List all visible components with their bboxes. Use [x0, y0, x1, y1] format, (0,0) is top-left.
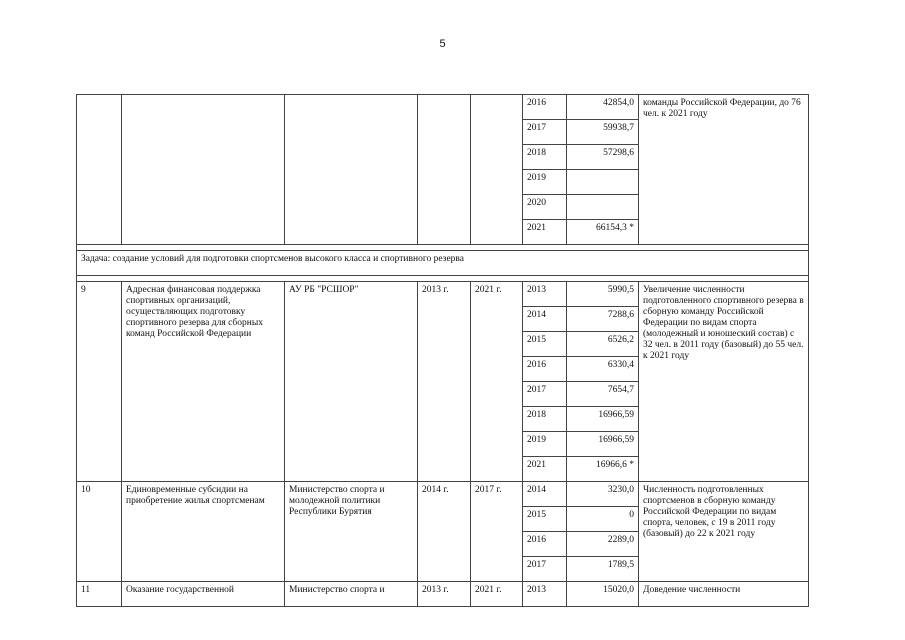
cell-amount: 7288,6: [567, 307, 639, 332]
cell-amount: 15020,0: [567, 582, 639, 607]
table-row: [77, 282, 809, 307]
table-row: [77, 95, 809, 120]
cell-amount: 6526,2: [567, 332, 639, 357]
cell-amount: 2289,0: [567, 532, 639, 557]
cell-year: 2016: [523, 95, 567, 120]
cell-amount: 3230,0: [567, 482, 639, 507]
cell-indicator: команды Российской Федерации, до 76 чел. к 2021 году: [639, 95, 809, 245]
cell-indicator: Доведение численности: [639, 582, 809, 607]
cell-name: Адресная финансовая поддержка спортивных организаций, осуществляющих подготовку спортивного резерва для сборных команд Российской Федерации: [122, 282, 285, 482]
cell-end: 2017 г.: [471, 482, 523, 582]
cell-year: 2018: [523, 145, 567, 170]
cell-amount: [567, 170, 639, 195]
cell-executor: Министерство спорта и молодежной политики Республики Бурятия: [285, 482, 418, 582]
task-row: [77, 251, 809, 276]
cell-year: 2016: [523, 357, 567, 382]
cell-amount: 42854,0: [567, 95, 639, 120]
cell-name: Единовременные субсидии на приобретение жилья спортсменам: [122, 482, 285, 582]
cell-amount: 16966,6 *: [567, 457, 639, 482]
cell-amount: 57298,6: [567, 145, 639, 170]
cell-year: 2020: [523, 195, 567, 220]
table-row: [77, 482, 809, 507]
cell-year: 2014: [523, 307, 567, 332]
cell-indicator: Численность подготовленных спортсменов в сборную команду Российской Федерации по видам спорта, человек, с 19 в 2011 году (базовый) до 22 к 2021 году: [639, 482, 809, 582]
cell-amount: 1789,5: [567, 557, 639, 582]
cell-number: [77, 95, 122, 245]
cell-name: [122, 95, 285, 245]
cell-amount: 66154,3 *: [567, 220, 639, 245]
page-number: 5: [439, 38, 446, 50]
cell-amount: 59938,7: [567, 120, 639, 145]
cell-year: 2021: [523, 457, 567, 482]
table-row: [77, 582, 809, 607]
cell-number: 11: [77, 582, 122, 607]
cell-amount: 6330,4: [567, 357, 639, 382]
cell-end: 2021 г.: [471, 282, 523, 482]
program-table: [76, 94, 809, 607]
cell-start: 2014 г.: [418, 482, 471, 582]
cell-year: 2015: [523, 332, 567, 357]
cell-amount: 5990,5: [567, 282, 639, 307]
cell-year: 2013: [523, 282, 567, 307]
cell-start: [418, 95, 471, 245]
cell-amount: 0: [567, 507, 639, 532]
cell-amount: 16966,59: [567, 407, 639, 432]
cell-year: 2015: [523, 507, 567, 532]
cell-start: 2013 г.: [418, 282, 471, 482]
cell-year: 2013: [523, 582, 567, 607]
cell-end: 2021 г.: [471, 582, 523, 607]
cell-year: 2021: [523, 220, 567, 245]
cell-executor: [285, 95, 418, 245]
cell-name: Оказание государственной: [122, 582, 285, 607]
cell-year: 2016: [523, 532, 567, 557]
cell-start: 2013 г.: [418, 582, 471, 607]
cell-year: 2017: [523, 120, 567, 145]
cell-year: 2019: [523, 432, 567, 457]
cell-executor: АУ РБ "РСШОР": [285, 282, 418, 482]
cell-year: 2018: [523, 407, 567, 432]
cell-year: 2017: [523, 382, 567, 407]
cell-number: 9: [77, 282, 122, 482]
task-heading: Задача: создание условий для подготовки спортсменов высокого класса и спортивного резерва: [77, 251, 809, 276]
cell-number: 10: [77, 482, 122, 582]
cell-indicator: Увеличение численности подготовленного спортивного резерва в сборную команду Российской Федерации по видам спорта (молодежный и юношеский состав) с 32 чел. в 2011 году (базовый) до 55 чел. к 2021 году: [639, 282, 809, 482]
cell-year: 2014: [523, 482, 567, 507]
cell-executor: Министерство спорта и: [285, 582, 418, 607]
cell-year: 2017: [523, 557, 567, 582]
cell-amount: 16966,59: [567, 432, 639, 457]
cell-end: [471, 95, 523, 245]
cell-year: 2019: [523, 170, 567, 195]
cell-amount: 7654,7: [567, 382, 639, 407]
cell-amount: [567, 195, 639, 220]
